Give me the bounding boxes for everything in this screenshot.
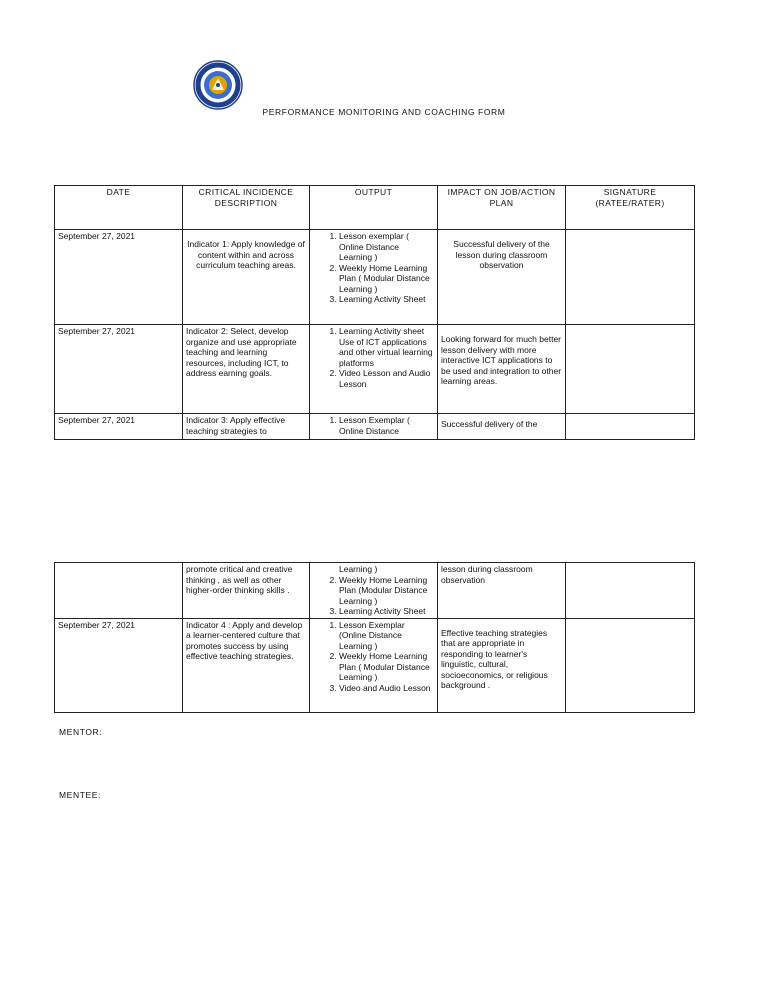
row-signature[interactable] [566, 414, 695, 440]
row-date: September 27, 2021 [55, 230, 183, 325]
output-item: 3. Learning Activity Sheet [339, 294, 434, 305]
row-signature[interactable] [566, 563, 695, 619]
row-impact: Successful delivery of the lesson during classroom observation [438, 230, 566, 325]
row-output [310, 563, 438, 619]
deped-seal-logo [193, 60, 243, 110]
row-date: September 27, 2021 [55, 414, 183, 440]
row-date: September 27, 2021 [55, 618, 183, 712]
row-signature[interactable] [566, 618, 695, 712]
table-row [55, 414, 695, 440]
table-row [55, 563, 695, 619]
row-impact: lesson during classroom observation [438, 563, 566, 619]
mentee-label: MENTEE: [59, 790, 101, 800]
output-item: 2. Weekly Home Learning Plan ( Modular Distance Learning ) [339, 263, 434, 295]
output-item: 2. Weekly Home Learning Plan (Modular Distance Learning ) [339, 575, 434, 607]
output-item: 3. Learning Activity Sheet [339, 606, 434, 617]
row-date: September 27, 2021 [55, 325, 183, 414]
table-header-row [55, 186, 695, 230]
table-row [55, 230, 695, 325]
header-critical-incidence: CRITICAL INCIDENCE DESCRIPTION [183, 186, 310, 230]
table-row [55, 618, 695, 712]
row-critical-incidence: Indicator 2: Select, develop organize and use appropriate teaching and learning resources, including ICT, to address earning goals. [183, 325, 310, 414]
header-date: DATE [55, 186, 183, 230]
output-item: 1. Learning Activity sheet Use of ICT applications and other virtual learning platforms [339, 326, 434, 368]
row-impact: Looking forward for much better lesson delivery with more interactive ICT applications to be used and integration to other learning areas. [438, 325, 566, 414]
output-item: 1. Lesson Exemplar (Online Distance Learning ) [339, 620, 434, 652]
row-signature[interactable] [566, 325, 695, 414]
coaching-table-page-1 [54, 185, 695, 440]
output-item: 1. Lesson Exemplar ( Online Distance [339, 415, 434, 436]
row-output [310, 230, 438, 325]
row-impact: Successful delivery of the [438, 414, 566, 440]
header-signature: SIGNATURE (RATEE/RATER) [566, 186, 695, 230]
row-critical-incidence: promote critical and creative thinking , as well as other higher-order thinking skills . [183, 563, 310, 619]
output-item: 2. Weekly Home Learning Plan ( Modular Distance Learning ) [339, 651, 434, 683]
row-date [55, 563, 183, 619]
row-output [310, 414, 438, 440]
row-output [310, 325, 438, 414]
row-critical-incidence: Indicator 1: Apply knowledge of content within and across curriculum teaching areas. [183, 230, 310, 325]
output-continued: Learning ) [339, 564, 378, 574]
coaching-table-page-2 [54, 562, 695, 713]
header-output: OUTPUT [310, 186, 438, 230]
row-critical-incidence: Indicator 4 : Apply and develop a learner-centered culture that promotes success by using effective teaching strategies. [183, 618, 310, 712]
row-signature[interactable] [566, 230, 695, 325]
row-impact: Effective teaching strategies that are appropriate in responding to learner's linguistic, cultural, socioeconomics, or religious background . [438, 618, 566, 712]
header-impact: IMPACT ON JOB/ACTION PLAN [438, 186, 566, 230]
mentor-label: MENTOR: [59, 727, 103, 737]
output-item: 3. Video and Audio Lesson [339, 683, 434, 694]
table-row [55, 325, 695, 414]
row-critical-incidence: Indicator 3: Apply effective teaching strategies to [183, 414, 310, 440]
output-item: 2. Video Lesson and Audio Lesson [339, 368, 434, 389]
output-item: 1. Lesson exemplar ( Online Distance Learning ) [339, 231, 434, 263]
form-title: PERFORMANCE MONITORING AND COACHING FORM [262, 107, 506, 117]
row-output [310, 618, 438, 712]
